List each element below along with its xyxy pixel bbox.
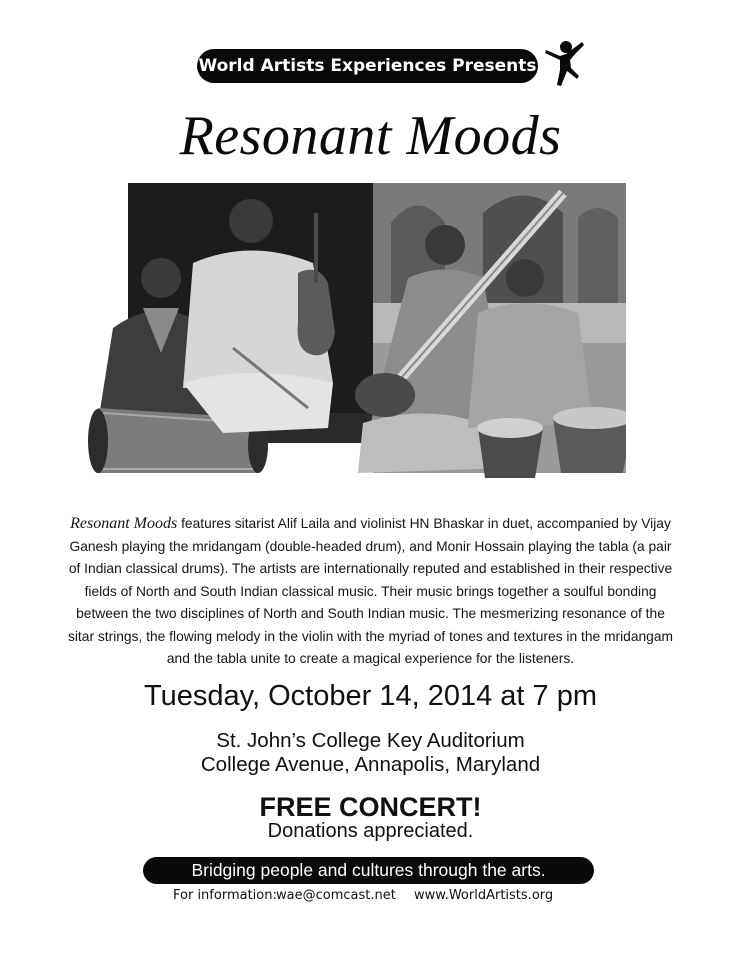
musicians-photo xyxy=(73,183,626,495)
description-lead: Resonant Moods xyxy=(70,515,178,532)
website-link[interactable]: www.WorldArtists.org xyxy=(414,888,554,903)
venue-line-1: St. John’s College Key Auditorium xyxy=(216,729,525,752)
info-label: For information: xyxy=(173,888,277,903)
event-date: Tuesday, October 14, 2014 at 7 pm xyxy=(144,680,597,712)
free-concert-heading: FREE CONCERT! xyxy=(259,792,482,822)
presents-text: World Artists Experiences Presents xyxy=(198,56,537,76)
tagline-banner xyxy=(143,857,594,884)
presents-banner xyxy=(197,49,538,83)
dancing-figure-icon xyxy=(540,38,588,90)
page-title: Resonant Moods xyxy=(179,105,562,167)
donations-note: Donations appreciated. xyxy=(267,820,474,842)
contact-email-link[interactable]: wae@comcast.net xyxy=(276,888,396,903)
tagline-text: Bridging people and cultures through the arts. xyxy=(191,860,546,880)
venue-line-2: College Avenue, Annapolis, Maryland xyxy=(200,753,541,776)
concert-description xyxy=(62,513,679,671)
description-body: features sitarist Alif Laila and violinist HN Bhaskar in duet, accompanied by Vijay Ganesh playing the mridangam (double-headed drum), and Monir Hossain playing the tabla (a pair of Indian classical drums). The artists are internationally reputed and established in their respective fields of North and South Indian classical music. Their music brings together a soulful bonding between the two disciplines of North and South Indian music. The mesmerizing resonance of the sitar strings, the flowing melody in the violin with the myriad of tones and textures in the mridangam and the tabla unite to create a magical experience for the listeners. xyxy=(67,516,674,666)
